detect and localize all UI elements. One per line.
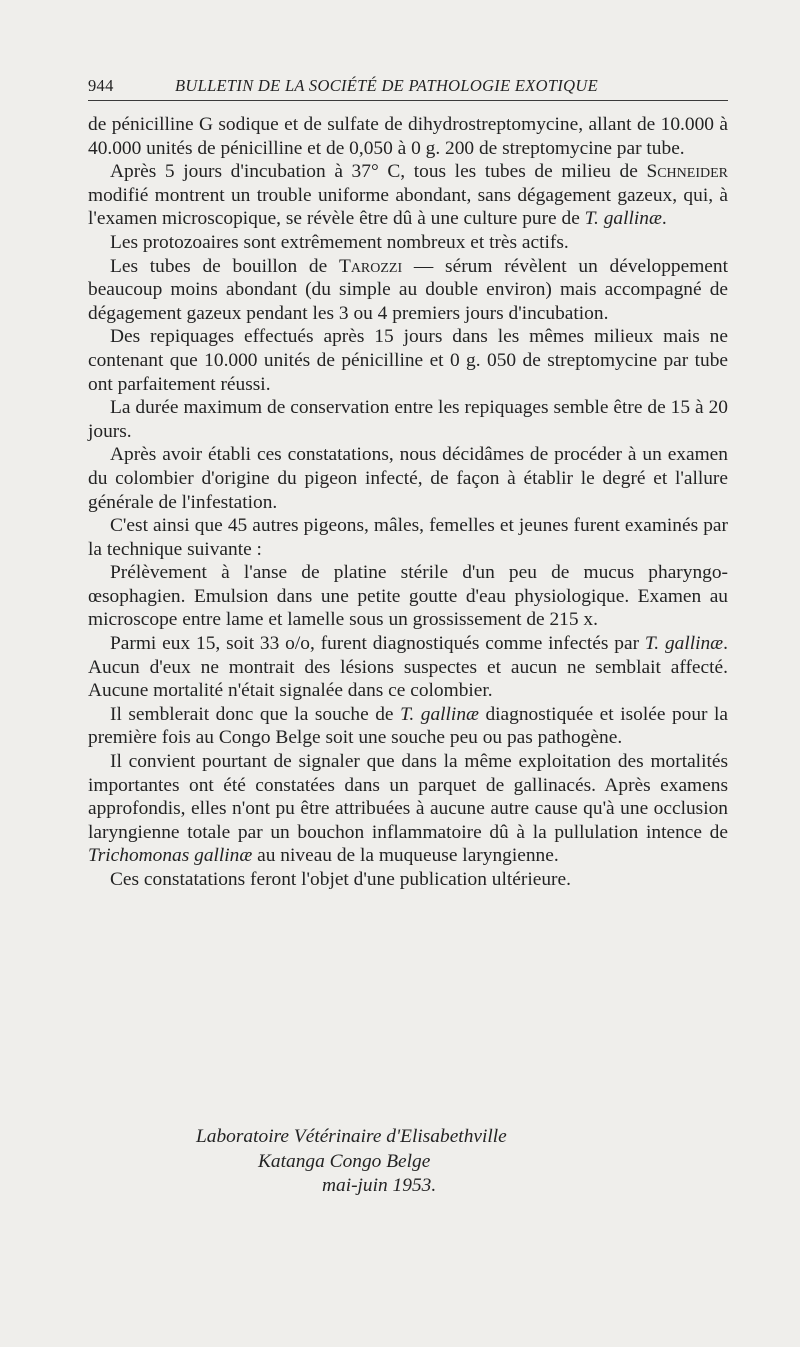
paragraph-text: C'est ainsi que 45 autres pigeons, mâles, femelles et jeunes furent examinés par la technique suivante : (88, 515, 728, 560)
paragraph-text: Il convient pourtant de signaler que dans la même exploitation des mortalités importantes ont été constatées dans un parquet de gallinacés. Après examens approfondis, elles n'ont pu être attribuées à aucune autre cause qu'à une occlusion laryngienne totale par un bouchon inflammatoire dû à la pullulation intence de (88, 751, 728, 843)
paragraph-text: La durée maximum de conservation entre les repiquages semble être de 15 à 20 jours. (88, 397, 728, 442)
paragraph-text: de pénicilline G sodique et de sulfate de dihydrostreptomycine, allant de 10.000 à 40.000 unités de pénicilline et de 0,050 à 0 g. 200 de streptomycine par tube. (88, 114, 728, 159)
paragraph-text: au niveau de la muqueuse laryngienne. (252, 845, 559, 867)
page-number: 944 (88, 76, 114, 95)
paragraph-text: Il semblerait donc que la souche de (110, 703, 401, 725)
paragraph-text: Après avoir établi ces constatations, nous décidâmes de procéder à un examen du colombier d'origine du pigeon infecté, de façon à établir le degré et l'allure générale de l'infestation. (88, 444, 728, 513)
paragraph (88, 632, 728, 703)
species-name: T. gallinæ (400, 703, 479, 725)
paragraph-text: Ces constatations feront l'objet d'une publication ultérieure. (110, 869, 571, 890)
author-name: Schneider (646, 161, 728, 183)
paragraph (88, 750, 728, 868)
paragraph (88, 561, 728, 632)
paragraph (88, 703, 728, 750)
species-name: T. gallinæ (584, 208, 662, 230)
signature-date: mai-juin 1953. (322, 1175, 437, 1196)
paragraph-text: Prélèvement à l'anse de platine stérile d'un peu de mucus pharyngo-œsophagien. Emulsion dans une petite goutte d'eau physiologique. Examen au microscope entre lame et lamelle sous un grossissement de 215 x. (88, 562, 728, 631)
author-name: Tarozzi (338, 255, 403, 277)
paragraph (88, 113, 728, 160)
paragraph-text: Parmi eux 15, soit 33 o/o, furent diagnostiqués comme infectés par (110, 633, 645, 655)
paragraph-text: — sérum révèlent un développement beaucoup moins abondant (du simple au double environ) mais accompagné de dégagement gazeux pendant les 3 ou 4 premiers jours d'incubation. (88, 255, 728, 324)
paragraph (88, 255, 728, 326)
signature-location: Katanga Congo Belge (258, 1150, 431, 1172)
paragraph-text: Les tubes de bouillon de (110, 255, 339, 277)
paragraph-text: diagnostiquée et isolée pour la première fois au Congo Belge soit une souche peu ou pas pathogène. (88, 703, 728, 749)
paragraph (88, 325, 728, 396)
paragraph (88, 396, 728, 443)
paragraph (88, 443, 728, 514)
species-name: T. gallinæ (644, 633, 724, 655)
paragraph (88, 160, 728, 231)
page-header (88, 72, 728, 96)
signature-block (0, 1125, 507, 1199)
species-name: Trichomonas gallinæ (88, 845, 253, 867)
paragraph-text: Des repiquages effectués après 15 jours dans les mêmes milieux mais ne contenant que 10.000 unités de pénicilline et 0 g. 050 de streptomycine par tube ont parfaitement réussi. (88, 326, 728, 395)
paragraph-text: . (661, 208, 667, 230)
paragraph-text: . Aucun d'eux ne montrait des lésions suspectes et aucun ne semblait affecté. Aucune mortalité n'était signalée dans ce colombier. (88, 633, 728, 702)
paragraph (88, 868, 728, 892)
signature-laboratory: Laboratoire Vétérinaire d'Elisabethville (196, 1126, 507, 1147)
paragraph (88, 514, 728, 561)
running-title: BULLETIN DE LA SOCIÉTÉ DE PATHOLOGIE EXOTIQUE (175, 76, 598, 95)
paragraph-text: modifié montrent un trouble uniforme abondant, sans dégagement gazeux, qui, à l'examen microscopique, se révèle être dû à une culture pure de (88, 184, 728, 230)
paragraph-text: Les protozoaires sont extrêmement nombreux et très actifs. (110, 231, 569, 253)
header-rule (88, 100, 728, 101)
article-body (88, 113, 728, 892)
paragraph (88, 231, 728, 255)
paragraph-text: Après 5 jours d'incubation à 37° C, tous les tubes de milieu de (110, 161, 647, 183)
